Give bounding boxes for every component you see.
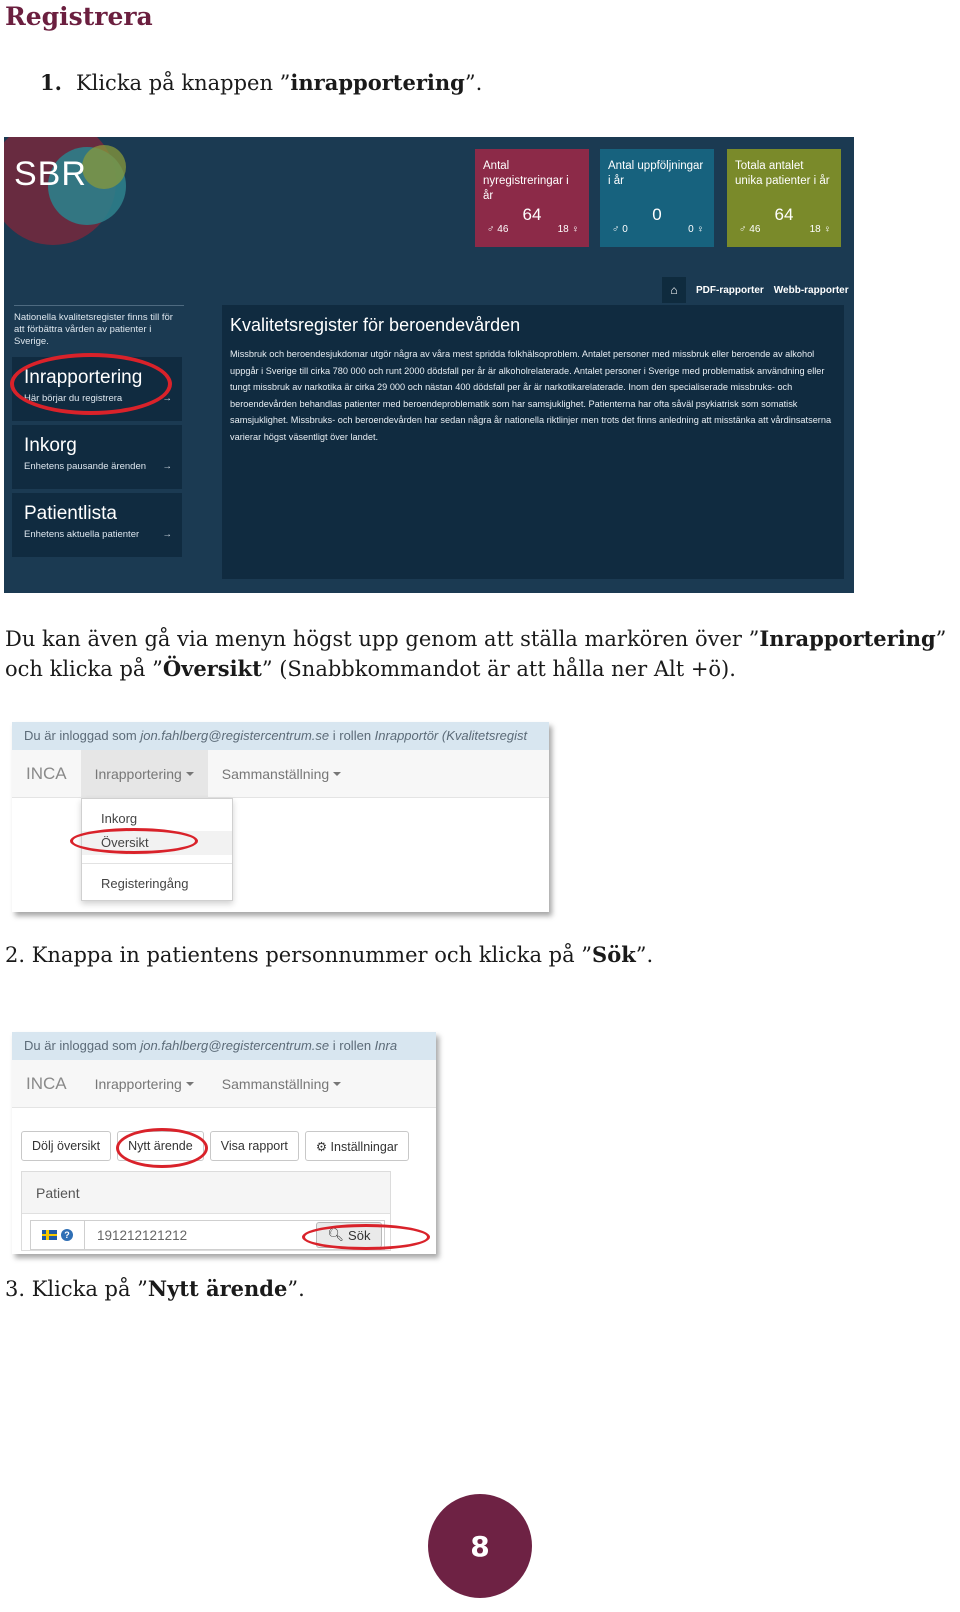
- arrow-right-icon: →: [162, 461, 172, 472]
- caret-down-icon: [186, 1082, 194, 1086]
- dropdown-item-inkorg[interactable]: Inkorg: [101, 811, 138, 826]
- paragraph-menu-instructions: [5, 624, 955, 684]
- step-3-post: ”.: [287, 1277, 305, 1301]
- section-heading: Registrera: [5, 2, 153, 31]
- highlight-ring: [10, 353, 172, 415]
- stat-female: 18 ♀: [809, 224, 831, 235]
- inca-screenshot-search: [12, 1032, 436, 1254]
- login-bar: [12, 722, 549, 750]
- highlight-ring: [70, 828, 198, 854]
- login-user: jon.fahlberg@registercentrum.se: [140, 728, 330, 743]
- menu-sammanstallning[interactable]: [208, 750, 355, 798]
- login-user: jon.fahlberg@registercentrum.se: [140, 1038, 330, 1053]
- search-icon: 🔍︎: [327, 1227, 345, 1242]
- toolbar: [21, 1131, 415, 1161]
- content-panel: [222, 305, 844, 579]
- nav-card-title: Inkorg: [24, 435, 77, 456]
- menu-label: Sammanställning: [221, 1075, 330, 1092]
- swedish-flag-icon: [42, 1230, 57, 1240]
- stat-card-new-registrations: [475, 149, 589, 247]
- step-3-pre: 3. Klicka på ”: [5, 1277, 148, 1301]
- content-text: Missbruk och beroendesjukdomar utgör några av våra mest spridda folkhälsoproblem. Antalet personer med missbruk eller beroende av alkohol uppgår i Sverige till cirka 780 000 och runt 2000 dödsfall per år är alkoholrelaterade. Antalet personer i Sverige med problematisk användning eller tungt missbruk av narkotika är cirka 29 000 och nästan 400 dödsfall per år är narkotikarelaterade. Inom den specialiserade missbruks- och beroendevården behandlas patienter med beroendeproblematik som har samsjuklighet. Patienterna har ofta såväl psykiatrisk som somatisk samsjuklighet. Missbruks- och beroendevården har sedan några år nationella riktlinjer men trots det finns anledning att misstänka att vårdinsatserna varierar högst väsentligt över landet.: [230, 349, 832, 442]
- page-number: 8: [428, 1494, 532, 1598]
- inca-screenshot-menu: [12, 722, 549, 912]
- dropdown-item-registeringang[interactable]: Registeringång: [101, 876, 189, 891]
- main-menu: [12, 750, 549, 798]
- step-1-post: ”.: [464, 71, 483, 95]
- nav-card-subtitle: Här börjar du registrera: [24, 393, 123, 404]
- nav-card-inkorg[interactable]: [12, 425, 182, 489]
- para-bold-1: Inrapportering: [759, 626, 936, 651]
- stat-label: Antal nyregistreringar i år: [483, 160, 569, 202]
- main-menu: [12, 1060, 436, 1108]
- para-text-3: ” (Snabbkommandot är att hålla ner Alt +ö).: [261, 657, 736, 681]
- top-links: [662, 277, 849, 303]
- stat-male: ♂ 46: [487, 224, 509, 235]
- stat-male: ♂ 46: [739, 224, 761, 235]
- nav-card-patientlista[interactable]: [12, 493, 182, 557]
- stat-value: 64: [774, 205, 794, 224]
- step-1-bold: inrapportering: [290, 70, 465, 95]
- logo-circle: [82, 145, 126, 189]
- menu-sammanstallning[interactable]: [208, 1060, 355, 1108]
- highlight-ring: [302, 1224, 430, 1250]
- caret-down-icon: [333, 772, 341, 776]
- step-2-pre: 2. Knappa in patientens personnummer och klicka på ”: [5, 943, 593, 967]
- menu-inrapportering[interactable]: [81, 750, 208, 798]
- menu-inrapportering[interactable]: [81, 1060, 208, 1108]
- para-bold-2: Översikt: [162, 656, 262, 681]
- hide-overview-button[interactable]: Dölj översikt: [21, 1131, 111, 1161]
- stat-value: 0: [652, 205, 662, 224]
- stat-male: ♂ 0: [612, 224, 628, 235]
- sbr-screenshot: [4, 137, 854, 593]
- home-icon[interactable]: ⌂: [662, 277, 686, 303]
- arrow-right-icon: →: [162, 529, 172, 540]
- login-bar: [12, 1032, 436, 1060]
- nav-card-title: Patientlista: [24, 503, 117, 524]
- nav-card-subtitle: Enhetens pausande ärenden: [24, 461, 147, 472]
- content-title: Kvalitetsregister för beroendevården: [230, 315, 521, 335]
- step-2-bold: Sök: [592, 942, 636, 967]
- sbr-logo: SBR: [14, 155, 87, 193]
- nav-card-subtitle: Enhetens aktuella patienter: [24, 529, 140, 540]
- stat-label: Antal uppföljningar i år: [608, 160, 704, 187]
- patient-panel-title: Patient: [22, 1172, 390, 1214]
- step-2-post: ”.: [635, 943, 654, 967]
- step-1: [40, 68, 482, 98]
- login-bar-text: Du är inloggad som: [24, 1038, 141, 1053]
- step-1-pre: Klicka på knappen ”: [75, 71, 291, 95]
- login-role: Inra: [374, 1038, 398, 1053]
- login-role: Inrapportör (Kvalitetsregist: [374, 728, 528, 743]
- inca-brand[interactable]: INCA: [26, 763, 67, 783]
- login-bar-text: i rollen: [329, 1038, 375, 1053]
- nav-card-title: Inrapportering: [24, 367, 143, 388]
- stat-label: Totala antalet unika patienter i år: [735, 160, 830, 187]
- search-button-label: Sök: [348, 1227, 371, 1243]
- dropdown-divider: [82, 863, 232, 864]
- para-text-1: Du kan även gå via menyn högst upp genom att ställa markören över ”: [5, 627, 760, 651]
- stat-female: 0 ♀: [688, 224, 704, 235]
- menu-label: Sammanställning: [221, 765, 330, 782]
- pdf-reports-link[interactable]: PDF-rapporter: [696, 284, 764, 296]
- stat-card-followups: [600, 149, 714, 247]
- menu-label: Inrapportering: [94, 1075, 182, 1092]
- menu-label: Inrapportering: [94, 765, 182, 782]
- inca-brand[interactable]: INCA: [26, 1073, 67, 1093]
- web-reports-link[interactable]: Webb-rapporter: [773, 284, 849, 296]
- login-bar-text: i rollen: [329, 728, 375, 743]
- login-bar-text: Du är inloggad som: [24, 728, 141, 743]
- step-1-number: 1.: [40, 70, 62, 95]
- caret-down-icon: [186, 772, 194, 776]
- caret-down-icon: [333, 1082, 341, 1086]
- settings-button[interactable]: ⚙ Inställningar: [305, 1131, 409, 1161]
- arrow-right-icon: →: [162, 393, 172, 404]
- stat-value: 64: [522, 205, 542, 224]
- personal-number-input[interactable]: 191212121212: [97, 1227, 188, 1243]
- para-text-2: ” och klicka på ”: [5, 627, 947, 681]
- stat-female: 18 ♀: [557, 224, 579, 235]
- help-icon[interactable]: ?: [61, 1229, 73, 1241]
- stat-card-unique-patients: [727, 149, 841, 247]
- step-3-bold: Nytt ärende: [147, 1276, 288, 1301]
- show-report-button[interactable]: Visa rapport: [210, 1131, 299, 1161]
- highlight-ring: [116, 1128, 208, 1168]
- step-2: [5, 940, 653, 970]
- country-selector[interactable]: [31, 1221, 85, 1249]
- step-3: [5, 1274, 305, 1304]
- dropdown-item-oversikt[interactable]: Översikt: [82, 831, 232, 855]
- new-case-button[interactable]: Nytt ärende: [117, 1131, 204, 1161]
- intro-text: Nationella kvalitetsregister finns till för att förbättra vården av patienter i Sverige.: [14, 305, 184, 348]
